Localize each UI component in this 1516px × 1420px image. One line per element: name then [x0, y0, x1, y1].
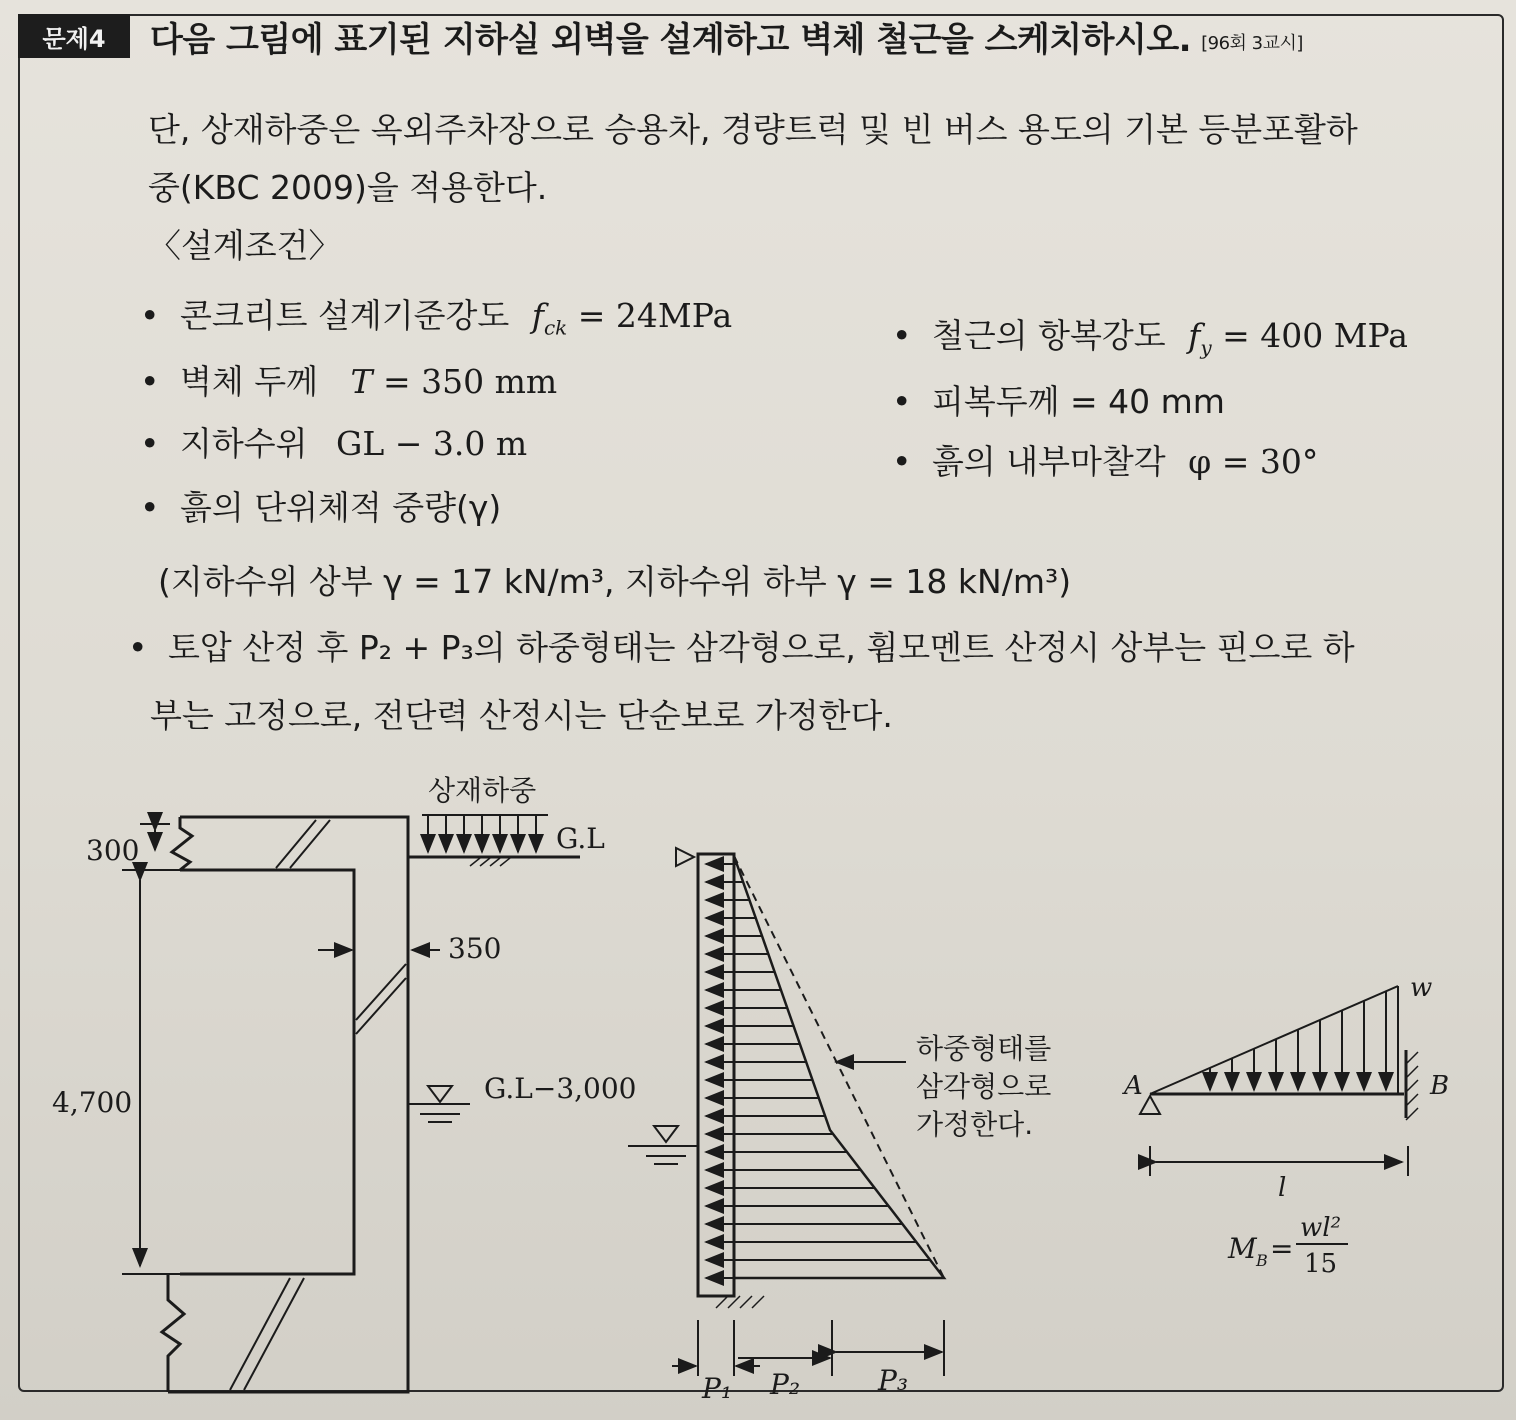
phi-value: φ = 30°	[1188, 442, 1319, 481]
condition-fy: • 철근의 항복강도 $f_y = 400$ MPa	[892, 310, 1408, 360]
span-dimension	[1150, 1146, 1408, 1176]
a-label: A	[1124, 1071, 1143, 1101]
cover-text: 피복두께 = 40 mm	[931, 382, 1225, 421]
fixed-support-hatch	[1406, 1052, 1418, 1120]
fck-value: = 24MPa	[577, 296, 733, 335]
w-label: w	[1410, 973, 1433, 1003]
wall-strip	[698, 854, 734, 1296]
slab-break-line	[172, 817, 192, 870]
slab-dimension	[140, 824, 170, 870]
load-line	[1150, 986, 1398, 1094]
b-label: B	[1430, 1071, 1450, 1101]
note-line-3: 가정한다.	[916, 1108, 1034, 1141]
phi-label: 흙의 내부마찰각	[931, 442, 1166, 481]
pin-support-a	[1140, 1096, 1160, 1114]
fixed-base-hatch	[716, 1296, 764, 1308]
unit-weight-label: 흙의 단위체적 중량(γ)	[179, 488, 502, 527]
problem-badge: 문제4	[18, 14, 130, 58]
mb-subscript: B	[1256, 1251, 1268, 1270]
mb-numerator: wl²	[1300, 1213, 1341, 1243]
condition-fck: • 콘크리트 설계기준강도 $f_{ck} = 24MPa$	[140, 290, 732, 340]
water-table-symbol	[408, 1086, 470, 1122]
p2-label: P₂	[770, 1368, 801, 1401]
height-dimension	[122, 870, 180, 1274]
assumption-line-2: 부는 고정으로, 전단력 산정시는 단순보로 가정한다.	[150, 696, 893, 735]
beam-figure	[1122, 973, 1449, 1279]
thickness-dimension-label: 350	[448, 932, 502, 965]
pressure-water-symbol	[628, 1126, 698, 1164]
exam-source: [96회 3교시]	[1201, 32, 1303, 54]
assumption-text-1: 토압 산정 후 P₂ + P₃의 하중형태는 삼각형으로, 휨모멘트 산정시 상부는 핀으로 하	[167, 628, 1355, 667]
fy-label: 철근의 항복강도	[931, 316, 1166, 355]
height-dimension-label: 4,700	[52, 1086, 133, 1119]
pressure-arrows	[706, 864, 944, 1278]
pin-support	[676, 848, 694, 866]
surcharge-label: 상재하중	[428, 774, 537, 807]
mb-equals: =	[1270, 1232, 1294, 1265]
mb-label: M	[1228, 1232, 1257, 1265]
water-table-label: G.L−3,000	[484, 1072, 637, 1105]
title-text: 다음 그림에 표기된 지하실 외벽을 설계하고 벽체 철근을 스케치하시오.	[150, 20, 1192, 60]
wall-value: = 350 mm	[383, 362, 558, 401]
fy-value: = 400 MPa	[1222, 316, 1408, 355]
wall-inner-outline	[180, 870, 354, 1274]
unit-weight-detail: (지하수위 상부 γ = 17 kN/m³, 지하수위 하부 γ = 18 kN/m³)	[158, 562, 1072, 601]
span-label: l	[1278, 1173, 1287, 1203]
assumed-triangle	[734, 856, 944, 1278]
conditions-heading: 〈설계조건〉	[148, 226, 342, 265]
gw-value: GL − 3.0 m	[335, 424, 528, 463]
gw-label: 지하수위	[179, 424, 308, 463]
fck-label: 콘크리트 설계기준강도	[179, 296, 510, 335]
pressure-diagram-figure	[628, 848, 1051, 1405]
intro-line-1: 단, 상재하중은 옥외주차장으로 승용차, 경량트럭 및 빈 버스 용도의 기본 등분포활하	[148, 110, 1358, 149]
note-line-2: 삼각형으로	[916, 1070, 1052, 1103]
slab-dimension-label: 300	[86, 834, 140, 867]
wall-section-figure	[52, 774, 636, 1392]
p3-label: P₃	[878, 1364, 909, 1397]
p1-label: P₁	[702, 1372, 733, 1405]
ground-label: G.L	[556, 822, 605, 855]
concrete-hatch	[230, 820, 406, 1390]
mb-denominator: 15	[1304, 1249, 1338, 1279]
surcharge-arrows	[422, 815, 548, 852]
intro-line-2: 중(KBC 2009)을 적용한다.	[148, 168, 548, 207]
triangular-load-arrows	[1210, 991, 1386, 1090]
floor-break-line	[162, 1274, 184, 1392]
note-line-1: 하중형태를	[916, 1032, 1052, 1065]
condition-wall-thickness: • 벽체 두께 T = 350 mm	[140, 356, 557, 403]
wall-label: 벽체 두께	[179, 362, 318, 401]
ground-hatch	[470, 858, 510, 866]
